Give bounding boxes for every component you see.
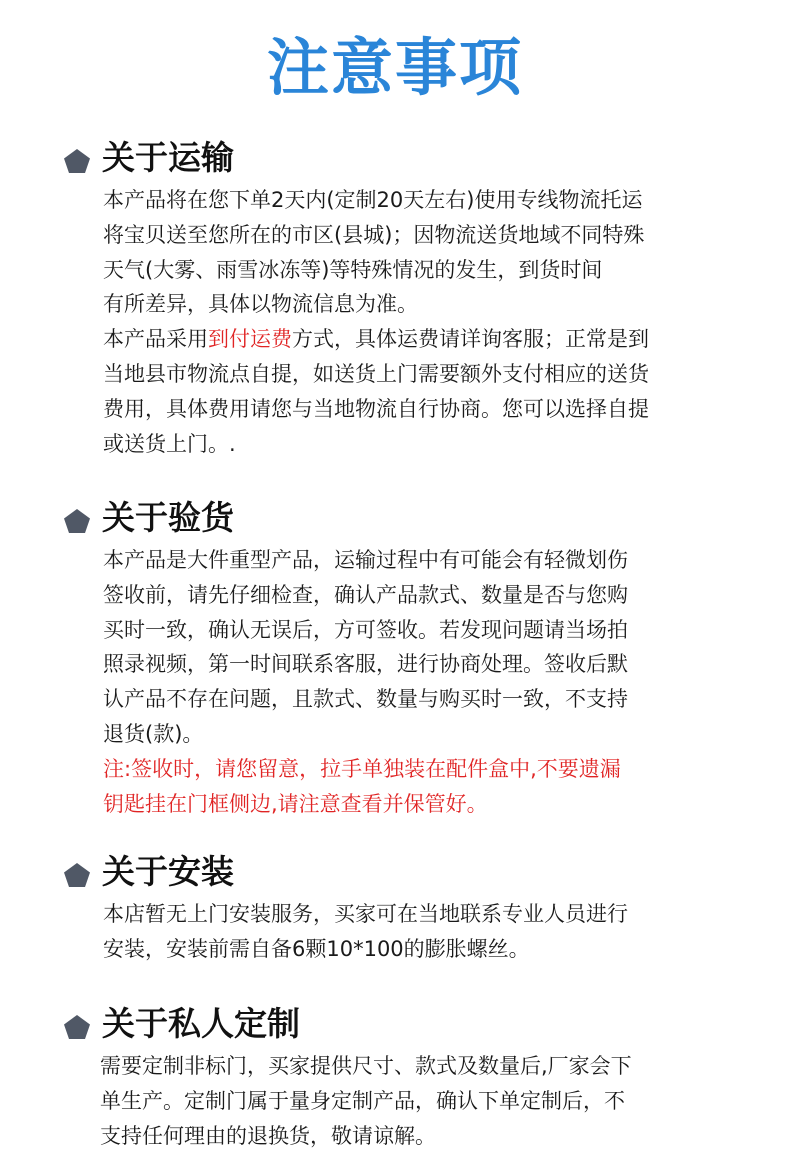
section-body <box>103 183 763 461</box>
body-line: 认产品不存在问题，且款式、数量与购买时一致，不支持 <box>103 687 628 712</box>
body-text: 方式，具体运费请详询客服；正常是到 <box>292 327 649 352</box>
pentagon-bullet-icon <box>63 862 91 888</box>
body-line: 单生产。定制门属于量身定制产品，确认下单定制后，不 <box>100 1088 625 1113</box>
body-line: 需要定制非标门，买家提供尺寸、款式及数量后,厂家会下 <box>100 1054 632 1078</box>
section-heading: 关于安装 <box>102 852 234 891</box>
body-line: 本店暂无上门安装服务，买家可在当地联系专业人员进行 <box>103 902 628 926</box>
body-line: 本产品将在您下单2天内(定制20天左右)使用专线物流托运 <box>103 188 643 212</box>
body-line: 费用，具体费用请您与当地物流自行协商。您可以选择自提 <box>103 396 649 421</box>
section-body <box>103 897 763 967</box>
body-line: 当地县市物流点自提，如送货上门需要额外支付相应的送货 <box>103 361 649 386</box>
section-heading: 关于私人定制 <box>102 1004 300 1043</box>
pentagon-bullet-icon <box>63 1014 91 1040</box>
body-line: 天气(大雾、雨雪冰冻等)等特殊情况的发生，到货时间 <box>103 257 603 282</box>
body-line: 有所差异，具体以物流信息为准。 <box>103 292 418 317</box>
section-body <box>100 1049 760 1153</box>
body-line: 照录视频，第一时间联系客服，进行协商处理。签收后默 <box>103 652 628 677</box>
section-heading: 关于验货 <box>102 498 234 537</box>
highlight-text: 到付运费 <box>208 327 292 352</box>
pentagon-bullet-icon <box>63 148 91 174</box>
warning-note-line: 钥匙挂在门框侧边,请注意查看并保管好。 <box>103 791 488 816</box>
body-line: 安装，安装前需自备6颗10*100的膨胀螺丝。 <box>103 936 530 961</box>
body-line: 买时一致，确认无误后，方可签收。若发现问题请当场拍 <box>103 617 628 642</box>
body-line: 签收前，请先仔细检查，确认产品款式、数量是否与您购 <box>103 582 628 607</box>
body-line-with-highlight <box>103 322 763 357</box>
body-line: 将宝贝送至您所在的市区(县城)；因物流送货地域不同特殊 <box>103 222 645 247</box>
pentagon-bullet-icon <box>63 508 91 534</box>
body-line: 或送货上门。. <box>103 431 236 456</box>
body-line: 支持任何理由的退换货，敬请谅解。 <box>100 1123 436 1148</box>
body-line: 本产品是大件重型产品，运输过程中有可能会有轻微划伤 <box>103 548 628 572</box>
body-text: 本产品采用 <box>103 327 208 352</box>
section-body <box>103 543 763 821</box>
page-title: 注意事项 <box>266 31 523 104</box>
body-line: 退货(款)。 <box>103 721 204 746</box>
section-heading: 关于运输 <box>102 138 234 177</box>
warning-note-line: 注:签收时，请您留意，拉手单独装在配件盒中,不要遗漏 <box>103 756 621 781</box>
